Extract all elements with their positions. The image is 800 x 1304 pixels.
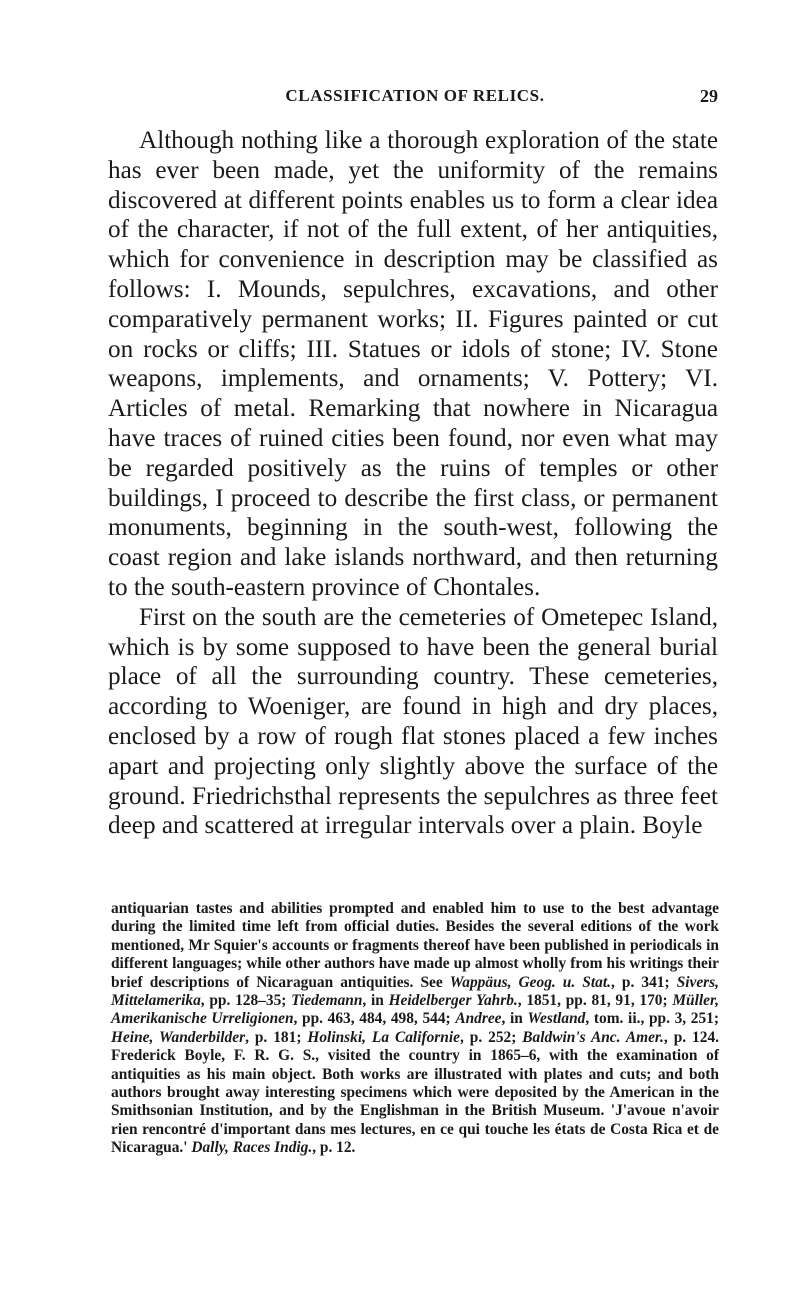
footnote-citation: Dally, Races Indig. (191, 1139, 313, 1157)
footnote-citation: Tiedemann (291, 992, 363, 1010)
footnote-text: , pp. 128–35; (200, 992, 292, 1010)
footnote-citation: Wappäus, Geog. u. Stat. (449, 973, 611, 991)
body-paragraph-1: Although nothing like a thorough exploration of the state has ever been made, yet the uniformity of the remains discovered at different points enables us to form a clear idea of the character, if not of the full extent, of her antiquities, which for convenience in description may be classified as follows: I. Mounds, sepulchres, excavations, and other comparatively permanent works; II. Figures painted or cut on rocks or cliffs; III. Statues or idols of stone; IV. Stone weapons, implements, and ornaments; V. Pottery; VI. Articles of metal. Remarking that nowhere in Nicaragua have traces of ruined cities been found, nor even what may be regarded positively as the ruins of temples or other buildings, I proceed to describe the first class, or permanent monuments, beginning in the south-west, following the coast region and lake islands northward, and then returning to the south-eastern province of Chontales. (108, 127, 718, 601)
footnote-citation: Heine, Wanderbilder (111, 1028, 246, 1046)
running-header (112, 86, 718, 112)
footnote-text: , in (501, 1010, 528, 1028)
body-paragraph-2: First on the south are the cemeteries of Ometepec Island, which is by some supposed to have been the general burial place of all the surrounding country. These cemeteries, according to Woeniger, are found in high and dry places, enclosed by a row of rough flat stones placed a few inches apart and projecting only slightly above the surface of the ground. Friedrichsthal represents the sepulchres as three feet deep and scattered at irregular intervals over a plain. Boyle (108, 603, 718, 840)
footnote-text: , 1851, pp. 81, 91, 170; (517, 992, 673, 1010)
footnote-text: , p. 181; (245, 1028, 308, 1046)
footnote-text: antiquarian tastes and abilities prompted and enabled him to use to the best advantage during the limited time left from official duties. Besides the several editions of the work mentioned, Mr Squier's accounts or fragments thereof have been published in periodicals in different languages; while other authors have made up almost wholly from his writings their brief descriptions of Nicaraguan antiquities. See (111, 900, 719, 991)
footnote-citation: Heidelberger Yahrb. (388, 992, 518, 1010)
footnote-text: , p. 124. Frederick Boyle, F. R. G. S., visited the country in 1865–6, with the examination of antiquities as his main object. Both works are illustrated with plates and cuts; and both authors brought away interesting specimens which were deposited by the American in the Smithsonian Institution, and by the Englishman in the British Museum. 'J'avoue n'avoir rien rencontré d'important dans mes lectures, en ce qui touche les états de Costa Rica et de Nicaragua.' (111, 1028, 719, 1157)
footnote-text: , p. 341; (610, 973, 677, 991)
footnote-text: , tom. ii., pp. 3, 251; (585, 1010, 719, 1028)
footnote-citation: Sivers, Mittelamerika (111, 973, 720, 1010)
main-text (108, 126, 718, 841)
footnote-text: , p. 12. (312, 1139, 356, 1157)
footnote-citation: Baldwin's Anc. Amer. (522, 1028, 664, 1046)
footnote-citation: Müller, Amerikanische Urreligionen (111, 992, 719, 1028)
page-number: 29 (700, 86, 718, 106)
footnote-citation: Andree (455, 1010, 502, 1028)
footnote (111, 900, 719, 1158)
footnote-text: , in (362, 992, 389, 1010)
footnote-text: , p. 252; (459, 1028, 523, 1046)
running-title: CLASSIFICATION OF RELICS. (285, 86, 545, 105)
footnote-citation: Westland (527, 1010, 586, 1028)
footnote-citation: Holinski, La Californie (307, 1028, 460, 1046)
footnote-text: , pp. 463, 484, 498, 544; (293, 1010, 456, 1028)
